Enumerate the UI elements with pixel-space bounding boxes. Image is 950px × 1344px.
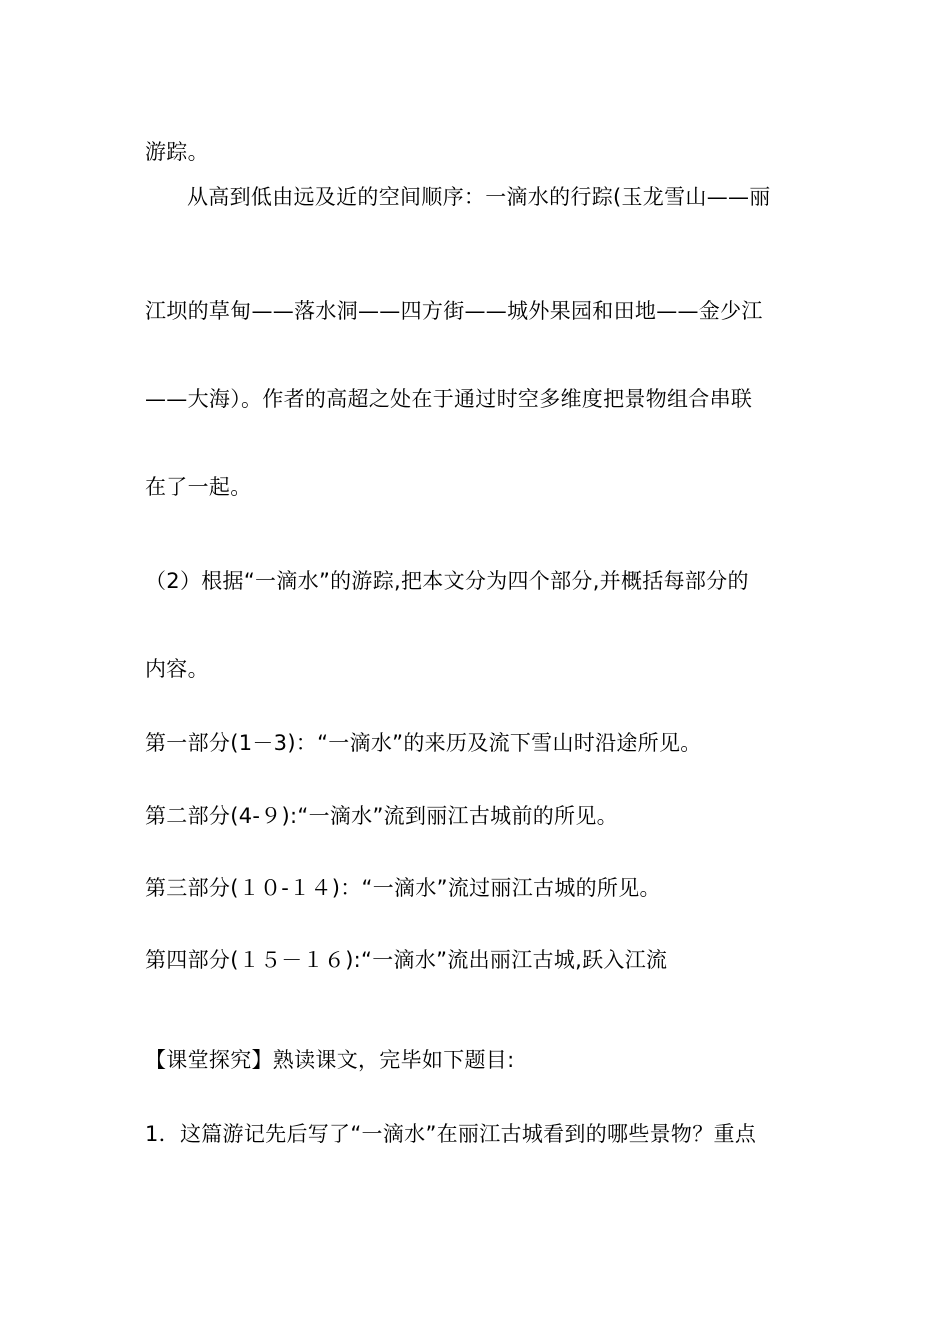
text-line-3: 江坝的草甸——落水洞——四方街——城外果园和田地——金少江: [145, 299, 763, 323]
text-line-5: 在了一起。: [145, 475, 252, 499]
text-line-13: 1．这篇游记先后写了“一滴水”在丽江古城看到的哪些景物？重点: [145, 1122, 757, 1146]
text-line-9: 第二部分(4-９):“一滴水”流到丽江古城前的所见。: [145, 804, 618, 828]
text-line-2: 从高到低由远及近的空间顺序：一滴水的行踪(玉龙雪山——丽: [187, 185, 771, 209]
text-line-12: 【课堂探究】熟读课文，完毕如下题目:: [145, 1048, 515, 1072]
text-line-4: ——大海）。作者的高超之处在于通过时空多维度把景物组合串联: [145, 387, 753, 411]
text-line-10: 第三部分(１０-１４)：“一滴水”流过丽江古城的所见。: [145, 876, 661, 900]
text-line-6: （2）根据“一滴水”的游踪,把本文分为四个部分,并概括每部分的: [145, 569, 749, 593]
text-line-1: 游踪。: [145, 140, 209, 164]
text-line-7: 内容。: [145, 657, 209, 681]
text-line-11: 第四部分(１５－１６):“一滴水”流出丽江古城,跃入江流: [145, 948, 668, 972]
text-line-8: 第一部分(1－3)：“一滴水”的来历及流下雪山时沿途所见。: [145, 731, 702, 755]
